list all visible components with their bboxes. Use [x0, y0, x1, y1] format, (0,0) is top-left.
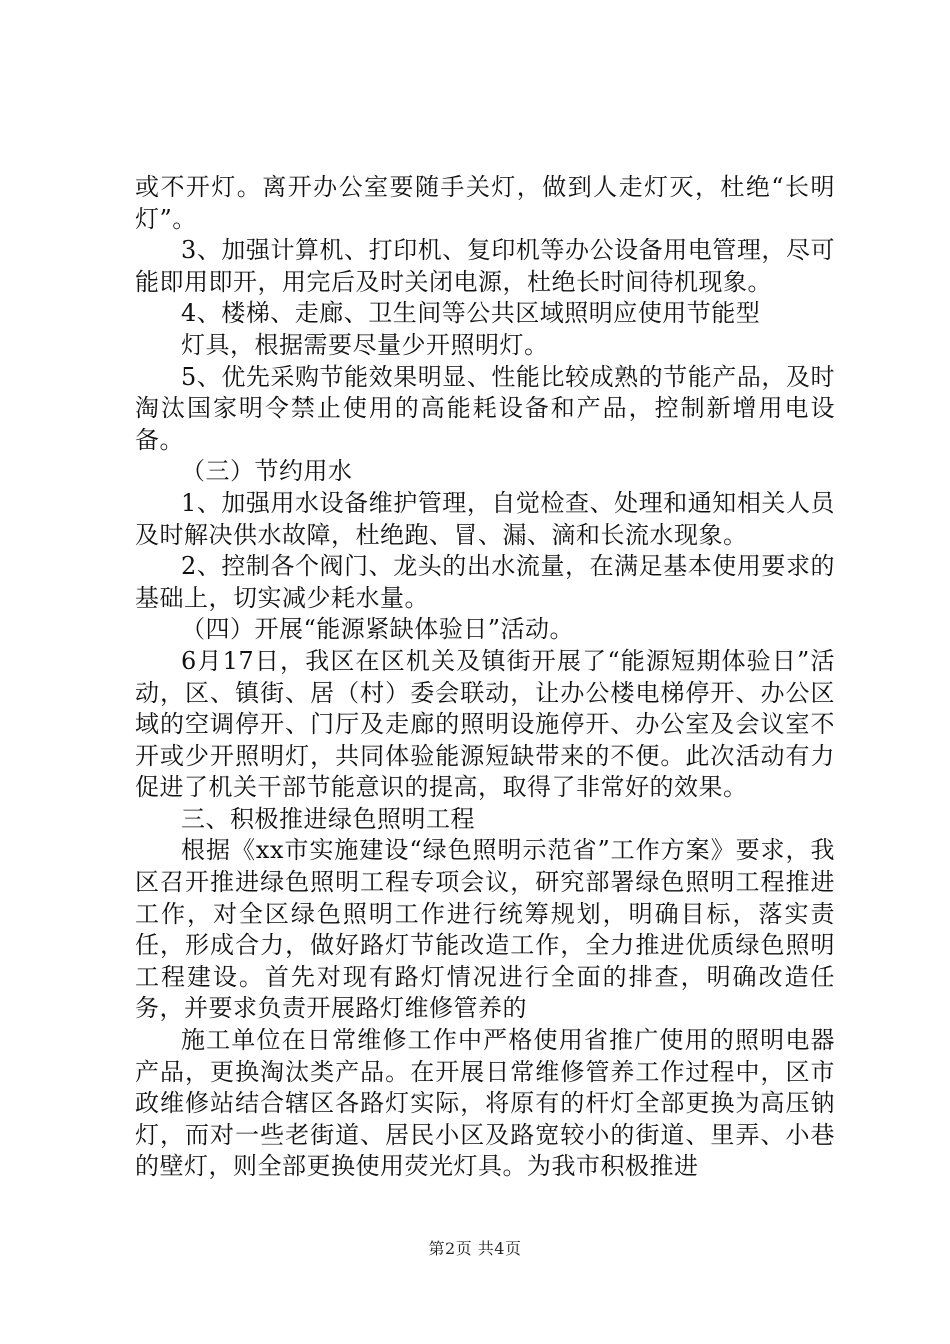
- paragraph-item-5: 5、优先采购节能效果明显、性能比较成熟的节能产品，及时淘汰国家明令禁止使用的高能耗设备和产品，控制新增用电设备。: [135, 362, 835, 454]
- section-heading-energy-day: （四）开展“能源紧缺体验日”活动。: [181, 615, 575, 644]
- paragraph-green-lighting-1: 根据《xx市实施建设“绿色照明示范省”工作方案》要求，我区召开推进绿色照明工程专项会议，研究部署绿色照明工程推进工作，对全区绿色照明工作进行统筹规划，明确目标，落实责任，形成合力，做好路灯节能改造工作，全力推进优质绿色照明工程建设。首先对现有路灯情况进行全面的排查，明确改造任务，并要求负责开展路灯维修管养的: [135, 836, 835, 1023]
- paragraph-energy-day: 6月17日，我区在区机关及镇街开展了“能源短期体验日”活动，区、镇街、居（村）委会联动，让办公楼电梯停开、办公区域的空调停开、门厅及走廊的照明设施停开、办公室及会议室不开或少开照明灯，共同体验能源短缺带来的不便。此次活动有力促进了机关干部节能意识的提高，取得了非常好的效果。: [135, 646, 835, 802]
- paragraph-water-2: 2、控制各个阀门、龙头的出水流量，在满足基本使用要求的基础上，切实减少耗水量。: [135, 552, 835, 612]
- section-heading-water: （三）节约用水: [181, 457, 353, 486]
- paragraph-green-lighting-2: 施工单位在日常维修工作中严格使用省推广使用的照明电器产品，更换淘汰类产品。在开展日常维修管养工作过程中，区市政维修站结合辖区各路灯实际，将原有的杆灯全部更换为高压钠灯，而对一些老街道、居民小区及路宽较小的街道、里弄、小巷的壁灯，则全部更换使用荧光灯具。为我市积极推进: [135, 1026, 835, 1181]
- paragraph-item-4-continued: 灯具，根据需要尽量少开照明灯。: [181, 330, 549, 359]
- page-footer: 第2页 共4页: [428, 1239, 522, 1258]
- document-body: [135, 172, 835, 1183]
- paragraph-item-4: 4、楼梯、走廊、卫生间等公共区域照明应使用节能型: [181, 299, 761, 328]
- paragraph-item-3: 3、加强计算机、打印机、复印机等办公设备用电管理，尽可能即用即开，用完后及时关闭电源，杜绝长时间待机现象。: [135, 236, 835, 296]
- paragraph-water-1: 1、加强用水设备维护管理，自觉检查、处理和通知相关人员及时解决供水故障，杜绝跑、冒、漏、滴和长流水现象。: [135, 488, 835, 549]
- paragraph-continuation: 或不开灯。离开办公室要随手关灯，做到人走灯灭，杜绝“长明灯”。: [135, 173, 835, 233]
- section-heading-green-lighting: 三、积极推进绿色照明工程: [181, 804, 475, 833]
